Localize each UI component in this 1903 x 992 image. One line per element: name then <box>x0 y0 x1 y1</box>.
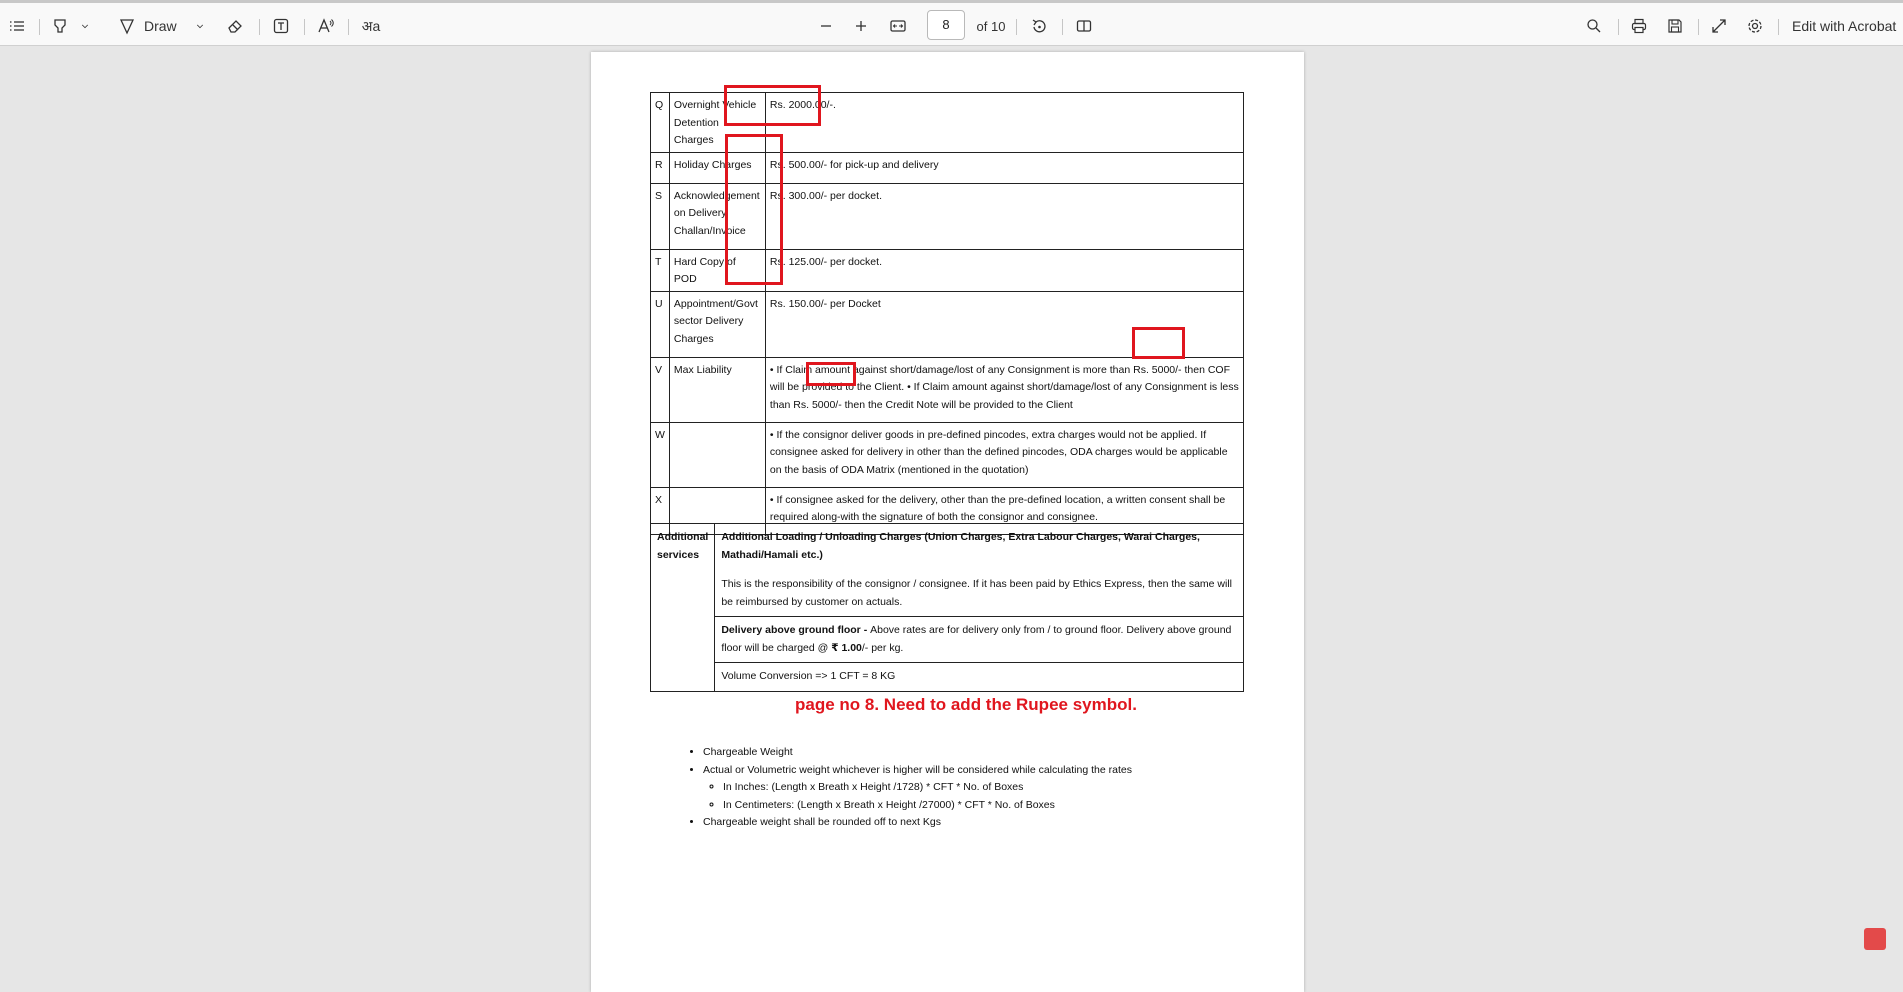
annotation-box[interactable] <box>724 85 821 126</box>
toolbar-divider <box>1778 19 1779 35</box>
table-row <box>651 357 1244 422</box>
zoom-in-icon[interactable] <box>850 11 872 41</box>
chevron-down-icon[interactable] <box>193 11 207 41</box>
row-value: • If consignee asked for the delivery, other than the pre-defined location, a written consent shall be required along-with the signature of both the consignor and consignee. <box>765 487 1243 534</box>
delivery-title: Delivery above ground floor - <box>721 624 871 636</box>
zoom-out-icon[interactable] <box>815 11 837 41</box>
fit-page-icon[interactable] <box>887 11 909 41</box>
highlight-icon[interactable] <box>49 11 71 41</box>
search-icon[interactable] <box>1583 11 1605 41</box>
toolbar-divider <box>1618 19 1619 35</box>
row-name: Max Liability <box>669 357 765 422</box>
list-subitem: ◦ In Centimeters: (Length x Breath x Height /27000) * CFT * No. of Boxes <box>723 797 1132 815</box>
row-value: Rs. 300.00/- per docket. <box>765 183 1243 249</box>
row-name: Hard Copy of POD <box>669 249 765 291</box>
delivery-rate: ₹ 1.00 <box>831 641 862 654</box>
row-name: Appointment/Govt sector Delivery Charges <box>669 291 765 357</box>
page-view-icon[interactable] <box>1073 11 1095 41</box>
toolbar-divider <box>304 19 305 35</box>
toolbar-divider <box>348 19 349 35</box>
rotate-icon[interactable] <box>1028 11 1050 41</box>
print-icon[interactable] <box>1628 11 1650 41</box>
list-item: • Chargeable weight shall be rounded off to next Kgs <box>703 814 1132 832</box>
loading-charges-text: This is the responsibility of the consignor / consignee. If it has been paid by Ethics Express, then the same will be reimbursed by customer on actuals. <box>721 578 1233 608</box>
delivery-cell <box>715 617 1244 663</box>
row-name: Overnight Vehicle Detention Charges <box>669 93 765 153</box>
text-box-icon[interactable] <box>270 11 292 41</box>
document-viewer[interactable] <box>0 46 1903 980</box>
table-row <box>651 617 1244 663</box>
row-value: Rs. 150.00/- per Docket <box>765 291 1243 357</box>
row-value: • If Claim amount against short/damage/lost of any Consignment is more than Rs. 5000/- then COF will be provided to the Client. • If Claim amount against short/damage/lost of any Consignment is less than Rs. 5000/- then the Credit Note will be provided to the Client <box>765 357 1243 422</box>
row-id: U <box>651 291 670 357</box>
row-id: R <box>651 152 670 183</box>
annotation-note: page no 8. Need to add the Rupee symbol. <box>795 695 1137 714</box>
row-id: T <box>651 249 670 291</box>
settings-gear-icon[interactable] <box>1744 11 1766 41</box>
page-count: of 10 <box>976 18 1006 34</box>
row-id: Q <box>651 93 670 153</box>
list-subitem: ◦ In Inches: (Length x Breath x Height /1728) * CFT * No. of Boxes <box>723 779 1132 797</box>
chargeable-weight-list <box>683 744 1132 832</box>
toolbar-divider <box>1698 19 1699 35</box>
table-row <box>651 524 1244 617</box>
delivery-suffix: /- per kg. <box>861 641 904 654</box>
edit-with-acrobat-button[interactable]: Edit with Acrobat <box>1792 18 1897 34</box>
row-name <box>669 422 765 487</box>
additional-services-label: Additional services <box>651 524 715 692</box>
additional-services-table <box>650 523 1244 692</box>
draw-icon[interactable] <box>116 11 138 41</box>
toolbar-divider <box>1062 19 1063 35</box>
row-value: • If the consignor deliver goods in pre-defined pincodes, extra charges would not be applied. If consignee asked for delivery in other than the defined pincodes, ODA charges would be applicable on the basis of ODA Matrix (mentioned in the quotation) <box>765 422 1243 487</box>
pdf-page <box>591 52 1304 992</box>
acrobat-icon[interactable] <box>1864 928 1886 950</box>
page-number-input[interactable]: 8 <box>927 10 965 40</box>
volume-conversion: Volume Conversion => 1 CFT = 8 KG <box>715 663 1244 692</box>
full-screen-icon[interactable] <box>1708 11 1730 41</box>
row-id: X <box>651 487 670 534</box>
list-item <box>703 762 1132 815</box>
translate-icon[interactable]: अa <box>361 17 381 34</box>
row-value: Rs. 125.00/- per docket. <box>765 249 1243 291</box>
annotation-box[interactable] <box>1132 327 1185 359</box>
delivery-text: Above rates are for delivery only from / to ground floor. Delivery above ground floor will be charged @ <box>721 624 1232 654</box>
read-aloud-icon[interactable] <box>314 11 338 41</box>
table-row <box>651 663 1244 692</box>
row-id: V <box>651 357 670 422</box>
row-id: W <box>651 422 670 487</box>
loading-charges-title: Additional Loading / Unloading Charges (Union Charges, Extra Labour Charges, Warai Charges, Mathadi/Hamali etc.) <box>721 531 1200 561</box>
save-icon[interactable] <box>1664 11 1686 41</box>
toolbar-divider <box>259 19 260 35</box>
row-name: Holiday Charges <box>669 152 765 183</box>
list-item: • Chargeable Weight <box>703 744 1132 762</box>
pdf-toolbar <box>0 0 1903 46</box>
outline-list-icon[interactable] <box>6 11 28 41</box>
eraser-icon[interactable] <box>224 11 246 41</box>
toolbar-divider <box>39 19 40 35</box>
list-item-text: Actual or Volumetric weight whichever is higher will be considered while calculating the rates <box>703 763 1132 776</box>
row-name: Acknowledgement on Delivery Challan/Invoice <box>669 183 765 249</box>
row-value: Rs. 2000.00/-. <box>765 93 1243 153</box>
draw-button[interactable]: Draw <box>144 18 177 34</box>
annotation-box[interactable] <box>806 362 856 386</box>
loading-charges-cell <box>715 524 1244 617</box>
row-id: S <box>651 183 670 249</box>
row-value: Rs. 500.00/- for pick-up and delivery <box>765 152 1243 183</box>
annotation-box[interactable] <box>725 134 783 285</box>
table-row <box>651 422 1244 487</box>
toolbar-divider <box>1016 19 1017 35</box>
chevron-down-icon[interactable] <box>78 11 92 41</box>
